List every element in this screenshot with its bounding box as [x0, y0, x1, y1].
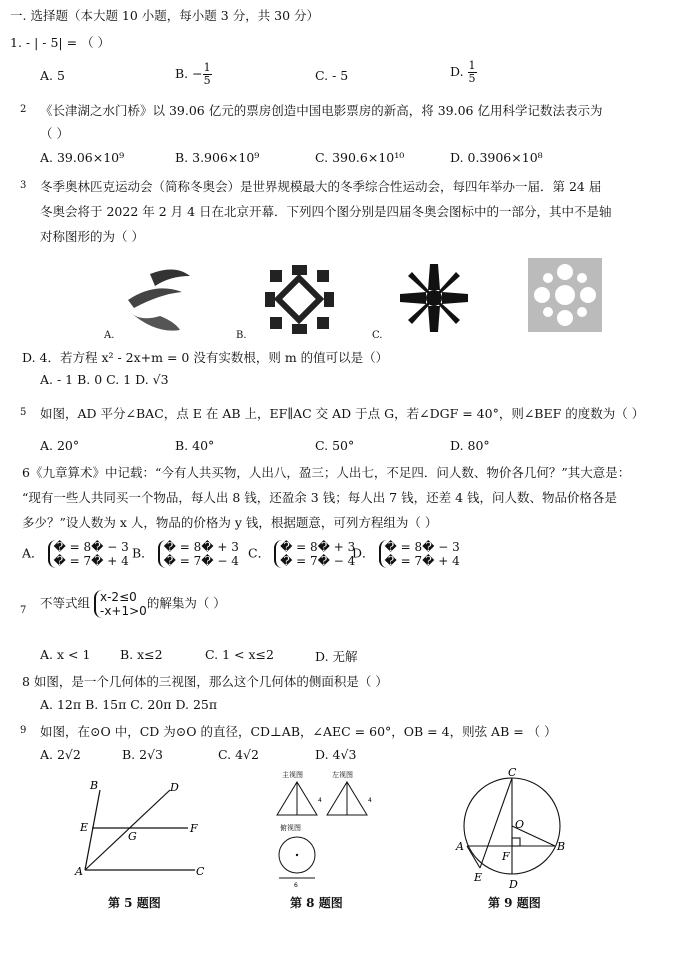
- q7-option-a: A. x < 1: [40, 647, 91, 662]
- q9-option-c: C. 4√2: [218, 747, 259, 762]
- q7-ineq2: -x+1>0: [100, 604, 147, 618]
- q3-label-c: C.: [372, 330, 383, 341]
- q1-option-b: [175, 62, 212, 87]
- q2-stem: 《长津湖之水门桥》以 39.06 亿元的票房创造中国电影票房的新高，将 39.06 亿用科学记数法表示为: [40, 103, 603, 118]
- q6-c-label: C．: [248, 545, 271, 561]
- q1-d-denominator: 5: [468, 72, 476, 85]
- fig8-dim-top: 6: [294, 882, 298, 889]
- figure-8-three-views: [272, 770, 382, 890]
- q6-d-label: D．: [352, 545, 375, 561]
- q9-option-b: B. 2√3: [122, 747, 164, 762]
- fig8-dim-front: 4: [318, 797, 322, 804]
- q6-b-system: [158, 540, 239, 568]
- q6-c-system: [274, 540, 355, 568]
- q6-c-eq2: � = 7� − 4: [280, 554, 356, 568]
- q2-option-c: C. 390.6×10¹⁰: [315, 150, 405, 165]
- fig8-top-label: 俯视图: [280, 824, 301, 832]
- q9-option-a: A. 2√2: [40, 747, 81, 762]
- q8-stem: 8 如图，是一个几何体的三视图，那么这个几何体的侧面积是（ ）: [22, 674, 388, 689]
- fig5-label-d: D: [170, 781, 179, 794]
- fig5-label-c: C: [196, 865, 205, 878]
- q9-number: 9: [20, 725, 27, 736]
- q2-option-a: A. 39.06×10⁹: [40, 150, 125, 165]
- figure-5-diagram: [70, 775, 220, 885]
- q9-stem: 如图，在⊙O 中，CD 为⊙O 的直径，CD⊥AB，∠AEC = 60°，OB = 4，则弦 AB = （ ）: [40, 724, 557, 739]
- q3-line1: 冬季奥林匹克运动会（简称冬奥会）是世界规模最大的冬季综合性运动会，每四年举办一届．第 24 届: [40, 179, 602, 194]
- fig5-label-e: E: [80, 821, 89, 834]
- q6-d-eq1: � = 8� − 3: [384, 540, 460, 554]
- fig9-label-a: A: [456, 840, 464, 853]
- q6-option-c: [248, 540, 355, 568]
- winter-olympics-emblem-c: [398, 262, 470, 334]
- q6-a-label: A．: [22, 545, 44, 561]
- figure-9-circle-diagram: [452, 768, 572, 893]
- q4-stem: D. 4．若方程 x² - 2x+m = 0 没有实数根，则 m 的值可以是（）: [22, 350, 389, 365]
- q6-a-system: [48, 540, 129, 568]
- q2-option-d: D. 0.3906×10⁸: [450, 150, 543, 165]
- q9-option-d: D. 4√3: [315, 747, 357, 762]
- q5-option-a: A. 20°: [40, 438, 80, 453]
- fig9-label-b: B: [557, 840, 566, 853]
- q7-ineq1: x-2≤0: [100, 590, 137, 604]
- q6-d-system: [379, 540, 460, 568]
- q2-number: 2: [20, 104, 27, 115]
- q2-option-b: B. 3.906×10⁹: [175, 150, 260, 165]
- fig9-label-e: E: [474, 871, 483, 884]
- q6-option-b: [132, 540, 239, 568]
- q5-option-d: D. 80°: [450, 438, 490, 453]
- q1-option-b-prefix: B. −: [175, 66, 203, 81]
- fig5-label-b: B: [90, 779, 99, 792]
- q7-option-d: D. 无解: [315, 649, 358, 664]
- figure-5-caption: 第 5 题图: [108, 896, 161, 910]
- q5-option-c: C. 50°: [315, 438, 355, 453]
- q3-line3: 对称图形的为（ ）: [40, 229, 144, 244]
- q1-stem: 1. - | - 5| = （ ）: [10, 35, 111, 50]
- q6-option-d: [352, 540, 460, 568]
- q1-b-numerator: 1: [203, 61, 211, 74]
- winter-olympics-emblem-d: [528, 258, 602, 332]
- q7-system: [94, 590, 147, 618]
- fig8-front-label: 主视图: [282, 771, 303, 779]
- section-title: 一. 选择题（本大题 10 小题，每小题 3 分，共 30 分）: [10, 8, 320, 23]
- q1-option-c: C. - 5: [315, 68, 349, 83]
- fig9-label-d: D: [509, 878, 518, 891]
- q7-option-c: C. 1 < x≤2: [205, 647, 274, 662]
- q1-option-d-prefix: D.: [450, 64, 464, 79]
- q7-stem-prefix: 不等式组: [40, 595, 91, 611]
- q5-number: 5: [20, 407, 27, 418]
- fig8-dim-side: 4: [368, 797, 372, 804]
- q3-label-a: A.: [104, 330, 115, 341]
- q5-option-b: B. 40°: [175, 438, 215, 453]
- q6-a-eq1: � = 8� − 3: [53, 540, 129, 554]
- q6-a-eq2: � = 7� + 4: [53, 554, 129, 568]
- winter-olympics-emblem-a: [120, 262, 200, 332]
- fig5-label-a: A: [75, 865, 83, 878]
- q6-line3: 多少？”设人数为 x 人，物品的价格为 y 钱，根据题意，可列方程组为（ ）: [22, 515, 438, 530]
- fig8-side-label: 左视图: [332, 771, 353, 779]
- fig9-label-f: F: [502, 850, 510, 863]
- q7-option-b: B. x≤2: [120, 647, 163, 662]
- q1-option-d: [450, 60, 477, 85]
- q1-b-denominator: 5: [203, 74, 211, 87]
- q2-paren: （ ）: [40, 126, 69, 141]
- q1-d-numerator: 1: [468, 59, 476, 72]
- fig9-label-o: O: [515, 818, 525, 831]
- q7-stem-suffix: 的解集为（ ）: [146, 595, 226, 611]
- winter-olympics-emblem-b: [262, 262, 337, 337]
- q1-option-a: A. 5: [40, 68, 65, 83]
- fig9-label-c: C: [508, 766, 517, 779]
- q5-stem: 如图，AD 平分∠BAC，点 E 在 AB 上，EF∥AC 交 AD 于点 G，若∠DGF = 40°，则∠BEF 的度数为（ ）: [40, 406, 645, 421]
- q6-b-label: B．: [132, 545, 154, 561]
- q3-number: 3: [20, 180, 27, 191]
- q7-number: 7: [20, 605, 27, 616]
- q6-line2: “现有一些人共同买一个物品，每人出 8 钱，还盈余 3 钱；每人出 7 钱，还差 4 钱，问人数、物品价格各是: [22, 490, 617, 505]
- q6-d-eq2: � = 7� + 4: [384, 554, 460, 568]
- q6-b-eq1: � = 8� + 3: [163, 540, 239, 554]
- q3-label-b: B.: [236, 330, 247, 341]
- q7-stem: [40, 590, 226, 618]
- q6-b-eq2: � = 7� − 4: [163, 554, 239, 568]
- q3-line2: 冬奥会将于 2022 年 2 月 4 日在北京开幕．下列四个图分别是四届冬奥会图标中的一部分，其中不是轴: [40, 204, 612, 219]
- figure-8-caption: 第 8 题图: [290, 896, 343, 910]
- q6-c-eq1: � = 8� + 3: [280, 540, 356, 554]
- fig5-label-f: F: [190, 822, 198, 835]
- q8-options: A. 12π B. 15π C. 20π D. 25π: [40, 697, 218, 712]
- fig5-label-g: G: [128, 830, 137, 843]
- q4-options: A. - 1 B. 0 C. 1 D. √3: [40, 372, 169, 387]
- figure-9-caption: 第 9 题图: [488, 896, 541, 910]
- q6-line1: 6《九章算术》中记载：“今有人共买物，人出八，盈三；人出七，不足四．问人数、物价各几何？”其大意是：: [22, 465, 631, 480]
- q6-option-a: [22, 540, 129, 568]
